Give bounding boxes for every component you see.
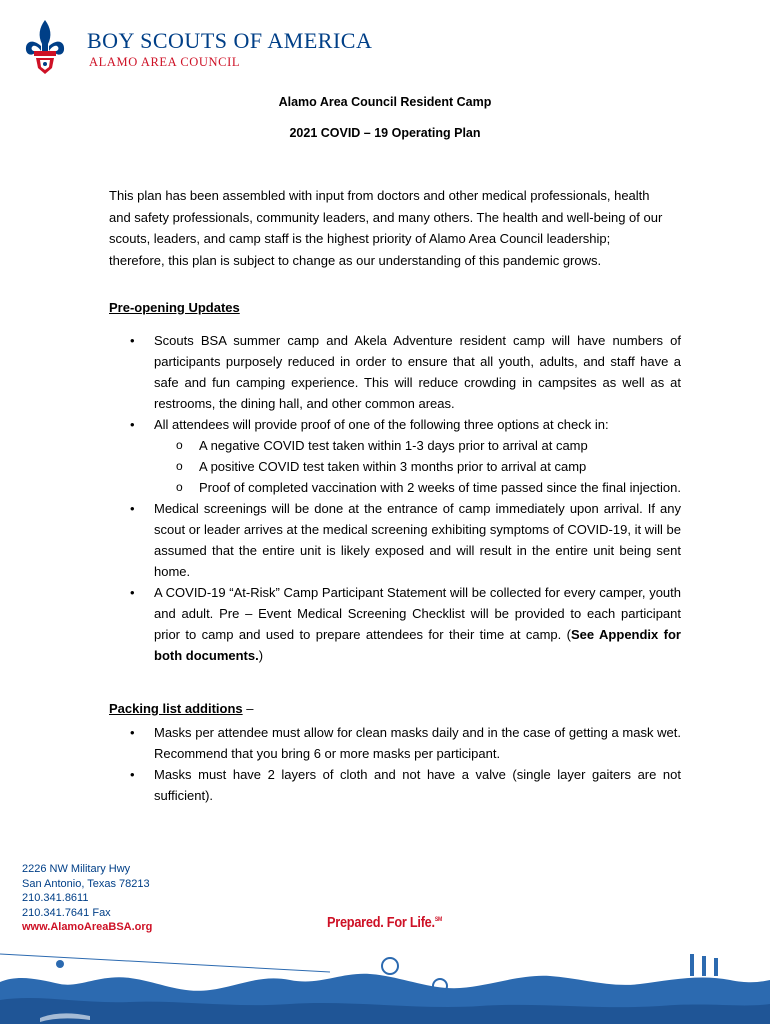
address-city: San Antonio, Texas 78213 xyxy=(22,877,150,890)
list-item: • Masks must have 2 layers of cloth and not have a valve (single layer gaiters are not sufficient). xyxy=(109,764,681,806)
list-item: • Scouts BSA summer camp and Akela Adventure resident camp will have numbers of participants purposely reduced in order to ensure that all youth, adults, and staff have a safe and fun camping experience. This will reduce crowding in campsites as well as at restrooms, the dining hall, and other common areas. xyxy=(109,330,681,414)
bsa-fleur-de-lis-logo xyxy=(22,18,68,76)
packing-heading xyxy=(109,701,253,716)
intro-paragraph: This plan has been assembled with input from doctors and other medical professionals, health and safety professionals, community leaders, and many others. The health and well-being of our scouts, leaders, and camp staff is the highest priority of Alamo Area Council leadership; therefore, this plan is subject to change as our understanding of this pandemic grows. xyxy=(109,188,663,268)
sub-list-item: o A negative COVID test taken within 1-3 days prior to arrival at camp xyxy=(154,435,681,456)
phone-number: 210.341.8611 xyxy=(22,892,89,904)
list-item: • Medical screenings will be done at the entrance of camp immediately upon arrival. If any scout or leader arrives at the medical screening exhibiting symptoms of COVID-19, it will be assumed that the entire unit is likely exposed and will result in the entire unit being sent home. xyxy=(109,498,681,582)
address-line: 2226 NW Military Hwy xyxy=(22,863,131,875)
tagline-text: Prepared. For Life. xyxy=(327,914,435,931)
proof-options-list xyxy=(154,435,681,498)
tagline xyxy=(327,914,442,931)
council-name: ALAMO AREA COUNCIL xyxy=(89,55,241,69)
list-item: • Masks per attendee must allow for clean masks daily and in the case of getting a mask wet. Recommend that you bring 6 or more masks per participant. xyxy=(109,722,681,764)
website-link[interactable]: www.AlamoAreaBSA.org xyxy=(22,921,153,933)
org-name: BOY SCOUTS OF AMERICA xyxy=(87,28,373,53)
list-item-text: A COVID-19 “At-Risk” Camp Participant Statement will be collected for every camper, youth and adult. Pre – Event Medical Screening Checklist will be provided to each participant prior to camp and used to prepare attendees for their time at camp. ( xyxy=(154,585,681,642)
packing-list xyxy=(109,722,681,806)
document-title: Alamo Area Council Resident Camp xyxy=(278,95,492,109)
preopening-list xyxy=(109,330,681,666)
footer-address xyxy=(22,862,152,935)
sub-list-item: o A positive COVID test taken within 3 months prior to arrival at camp xyxy=(154,456,681,477)
document-subtitle: 2021 COVID – 19 Operating Plan xyxy=(289,126,481,140)
appendix-close: ) xyxy=(258,648,264,663)
sub-list-item: o Proof of completed vaccination with 2 weeks of time passed since the final injection. xyxy=(154,477,681,498)
outdoor-landscape-banner xyxy=(0,944,770,1024)
fax-number: 210.341.7641 Fax xyxy=(22,906,111,919)
preopening-heading: Pre-opening Updates xyxy=(109,300,240,315)
list-item xyxy=(109,582,681,666)
service-mark: SM xyxy=(434,917,442,923)
list-item xyxy=(109,414,681,498)
list-item-text: All attendees will provide proof of one of the following three options at check in: xyxy=(154,417,609,432)
appendix-note: See Appendix for both documents. xyxy=(154,627,681,663)
packing-heading-suffix: – xyxy=(242,701,254,716)
packing-heading-label: Packing list additions xyxy=(109,701,243,716)
